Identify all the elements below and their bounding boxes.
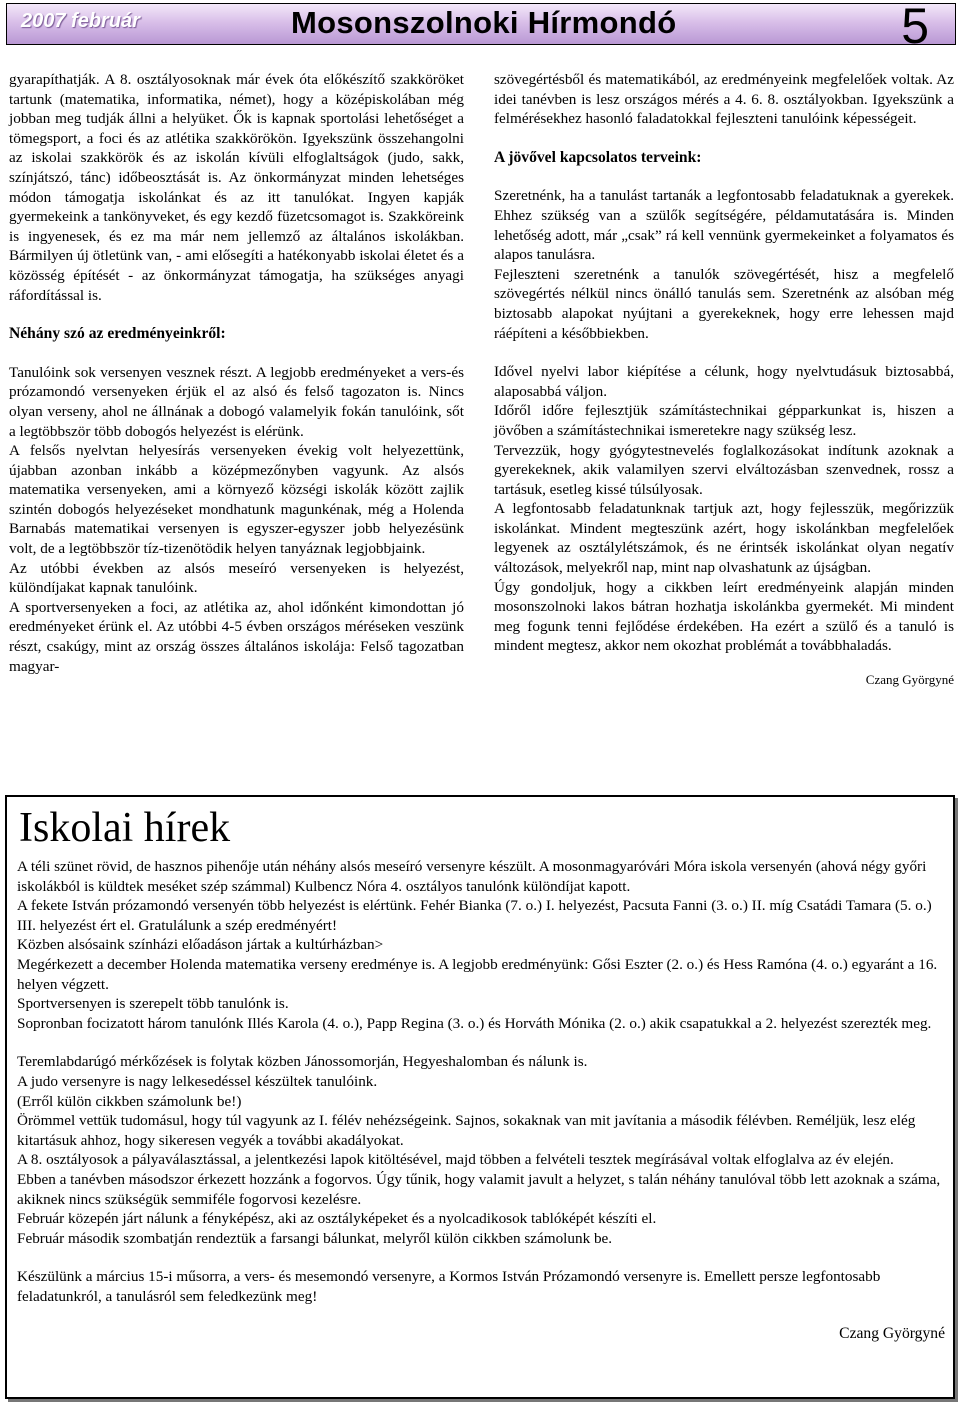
future-plans-heading: A jövővel kapcsolatos terveink: (494, 148, 702, 166)
news-item: Sopronban focizatott három tanulónk Illés Karola (4. o.), Papp Regina (3. o.) és Horváth Mónika (2. o.) akik csapatukkal a 2. helyezést szerezték meg. (17, 1014, 932, 1032)
news-box-title: Iskolai hírek (19, 805, 231, 851)
spacer (9, 344, 464, 363)
right-intro-paragraph: szövegértésből és matematikából, az eredményeink megfelelőek voltak. Az idei tanévben is lesz országos mérés a 4. 6. 8. osztályokban. Igyekszünk a felmérésekhez hasonló faladatokkal fejleszteni tanulóink képességeit. (494, 71, 954, 128)
spacer (494, 343, 954, 362)
paragraph: Úgy gondoljuk, hogy a cikkben leírt eredményeink alapján minden mosonszolnoki lakos bátran hozhatja iskolánkba gyermekét. Mi mindent meg fogunk tenni fejlődése érdekében. Ha ezért a szülő és a tanuló is mindent megtesz, akkor nem okozhat problémát a továbbhaladás. (494, 578, 954, 655)
page-number: 5 (901, 0, 929, 54)
spacer (494, 129, 954, 148)
spacer (494, 167, 954, 186)
paragraph: Szeretnénk, ha a tanulást tartanák a legfontosabb feladatuknak a gyerekek. Ehhez szükség van a szülők segítségére, példamutatására is. Minden lehetőség adott, már „csak” rá kell vennünk gyermekeinket a folyamatos és alapos tanulásra. (494, 187, 954, 264)
paragraph: Fejleszteni szeretnénk a tanulók szövegértését, hisz a megfelelő szövegértés nélkül nincs önálló tanulás sem. Szeretnénk az alsóban még biztosabb alapokat nyújtani a gyerekeknek, hogy erre lehessen majd ráépíteni a későbbiekben. (494, 265, 954, 342)
news-item: Február közepén járt nálunk a fényképész, aki az osztályképeket és a nyolcadikosok tablóképét készíti el. (17, 1210, 657, 1228)
news-item: Megérkezett a december Holenda matematika verseny eredménye is. A legjobb eredményünk: Gősi Eszter (2. o.) és Hess Ramóna (4. o.) egyaránt a 16. helyen végzett. (17, 955, 938, 993)
school-news-box (5, 795, 955, 1399)
issue-date: 2007 február (21, 10, 140, 32)
newspaper-title: Mosonszolnoki Hírmondó (291, 5, 677, 40)
news-item: A téli szünet rövid, de hasznos pihenője után néhány alsós meseíró versenyre készült. A mosonmagyaróvári Móra iskola versenyén (ahová négy győri iskolákból is küldtek meséket szép számmal) Kulbencz Nóra 4. osztályos tanulónk különdíjat kapott. (17, 858, 927, 895)
spacer (17, 1033, 945, 1052)
news-item: Készülünk a március 15-i műsorra, a vers- és mesemondó versenyre, a Kormos István Prózamondó versenyre is. Emellett persze legfontosabb feladatunkról, a tanulásról sem feledkezünk meg! (17, 1268, 881, 1305)
news-item: A fekete István prózamondó versenyén több helyezést is elértünk. Fehér Bianka (7. o.) I. helyezést, Pacsuta Fanni (3. o.) II. míg Csatádi Tamara (5. o.) III. helyezést ért el. Gratulálunk a szép eredményért! (17, 897, 932, 934)
paragraph: A felsős nyelvtan helyesírás versenyeken évekig volt helyezettünk, újabban azonban inkább a középmezőnyben vagyunk. Az alsós matematika versenyeken, ami a környező községi iskolák között zajlik szintén dobogós helyezéseket mondhatunk magunkénak, még a Holenda Barnabás matematikai versenyen is egyszer-egyszer jobb helyezésünk volt, de a legtöbbször tíz-tizenötödik helyen tanyáznak legjobbjaink. (9, 442, 464, 558)
news-item: Örömmel vettük tudomásul, hogy túl vagyunk az I. félév nehézségeink. Sajnos, sokaknak van mit javítania a második félévben. Reméljük, lesz elég kitartásuk ahhoz, hogy sikeresen vegyék a további akadályokat. (17, 1112, 916, 1149)
news-item: (Erről külön cikkben számolunk be!) (17, 1092, 242, 1110)
news-item: A judo versenyre is nagy lelkesedéssel készültek tanulóink. (17, 1072, 378, 1090)
results-heading: Néhány szó az eredményeinkről: (9, 325, 226, 343)
author-signature: Czang Györgyné (865, 672, 954, 688)
paragraph: Tanulóink sok versenyen vesznek részt. A legjobb eredményeket a vers-és prózamondó versenyeken érjük el az alsó és felső tagozaton is. Nincs olyan verseny, ahol ne állnának a dobogó valamelyik fokán tanulóink, sőt a legtöbbször több dobogós helyezést is elérünk. (9, 363, 464, 440)
news-item: Teremlabdarúgó mérkőzések is folytak közben Jánossomorján, Hegyeshalomban és nálunk is. (17, 1053, 588, 1071)
paragraph: Tervezzük, hogy gyógytestnevelés foglalkozásokat indítunk azoknak a gyerekeknek, akik valamilyen szervi elváltozásban szenvednek, rossz a tartásuk, esetleg kissé túlsúlyosak. (494, 441, 954, 498)
news-item: A 8. osztályosok a pályaválasztással, a jelentkezési lapok kitöltésével, majd többen a felvételi tesztek megírásával voltak elfoglalva az év elején. (17, 1151, 894, 1169)
news-item: Ebben a tanévben másodszor érkezett hozzánk a fogorvos. Úgy tűnik, hogy valamit javult a helyzet, s talán néhány tanulóval több lett azoknak a száma, akiknek nincs szükségük semmiféle fogorvosi kezelésre. (17, 1170, 941, 1208)
news-box-body (17, 857, 945, 1344)
paragraph: Időről időre fejlesztjük számítástechnikai gépparkunkat is, hiszen a jövőben a számítástechnikai ismeretekre nagy szükség lesz. (494, 402, 954, 439)
paragraph: A legfontosabb feladatunknak tartjuk azt, hogy fejlesszük, megőrizzük iskolánkat. Mindent megteszünk azért, hogy iskolánkban megfelelőek legyenek az osztálylétszámok, és ne érintsék iskolánkat olyan negatív változások, melyekről nap, mint nap olvashatunk az újságban. (494, 500, 954, 577)
spacer (17, 1248, 945, 1267)
page-header (6, 0, 956, 54)
paragraph: A sportversenyeken a foci, az atlétika az, ahol időnként kimondottan jó eredményeket érünk el. Az utóbbi 4-5 évben országos méréseken veszünk részt, csakúgy, mint az ország összes általános iskolája: Felső tagozatban magyar- (9, 598, 464, 675)
news-item: Közben alsósaink színházi előadáson jártak a kultúrházban> (17, 936, 384, 954)
news-box-signature: Czang Györgyné (839, 1325, 945, 1343)
paragraph: Idővel nyelvi labor kiépítése a célunk, hogy nyelvtudásuk biztosabbá, alaposabbá váljon. (494, 363, 954, 400)
right-column (494, 70, 954, 690)
news-item: Sportversenyen is szerepelt több tanulónk is. (17, 995, 289, 1013)
left-intro-paragraph: gyarapíthatják. A 8. osztályosoknak már évek óta előkészítő szakköröket tartunk (matematika, informatika, német), hogy a középiskolában még jobban meg tudják állni a helyüket. Ők is kapnak sportolási lehetőséget a tömegsport, a foci és az atlétika szakkörökön. Igyekszünk összehangolni az iskolai szakkörök és az iskolán kívüli elfoglaltságok (judo, sakk, színjátszó, tánc) időbeosztását is. Az önkormányzat minden lehetséges módon támogatja iskolánkat és az itt tanulókat. Ingyen kapják gyermekeink a tankönyveket, és egy kezdő füzetcsomagot is. Szakköreink is ingyenesek, és ez ma már nem jellemző az általános iskolákban. Bármilyen új ötletünk van, - ami elősegíti a hatékonyabb iskolai életet és a közösség építését - az önkormányzat támogatja, ha szükséges anyagi ráfordítással is. (9, 71, 464, 304)
paragraph: Az utóbbi években az alsós meseíró versenyeken is helyezést, különdíjakat kapnak tanulóink. (9, 559, 464, 597)
news-item: Február második szombatján rendeztük a farsangi bálunkat, melyről külön cikkben számolunk be. (17, 1229, 613, 1247)
spacer (9, 305, 464, 324)
left-column (9, 70, 464, 676)
